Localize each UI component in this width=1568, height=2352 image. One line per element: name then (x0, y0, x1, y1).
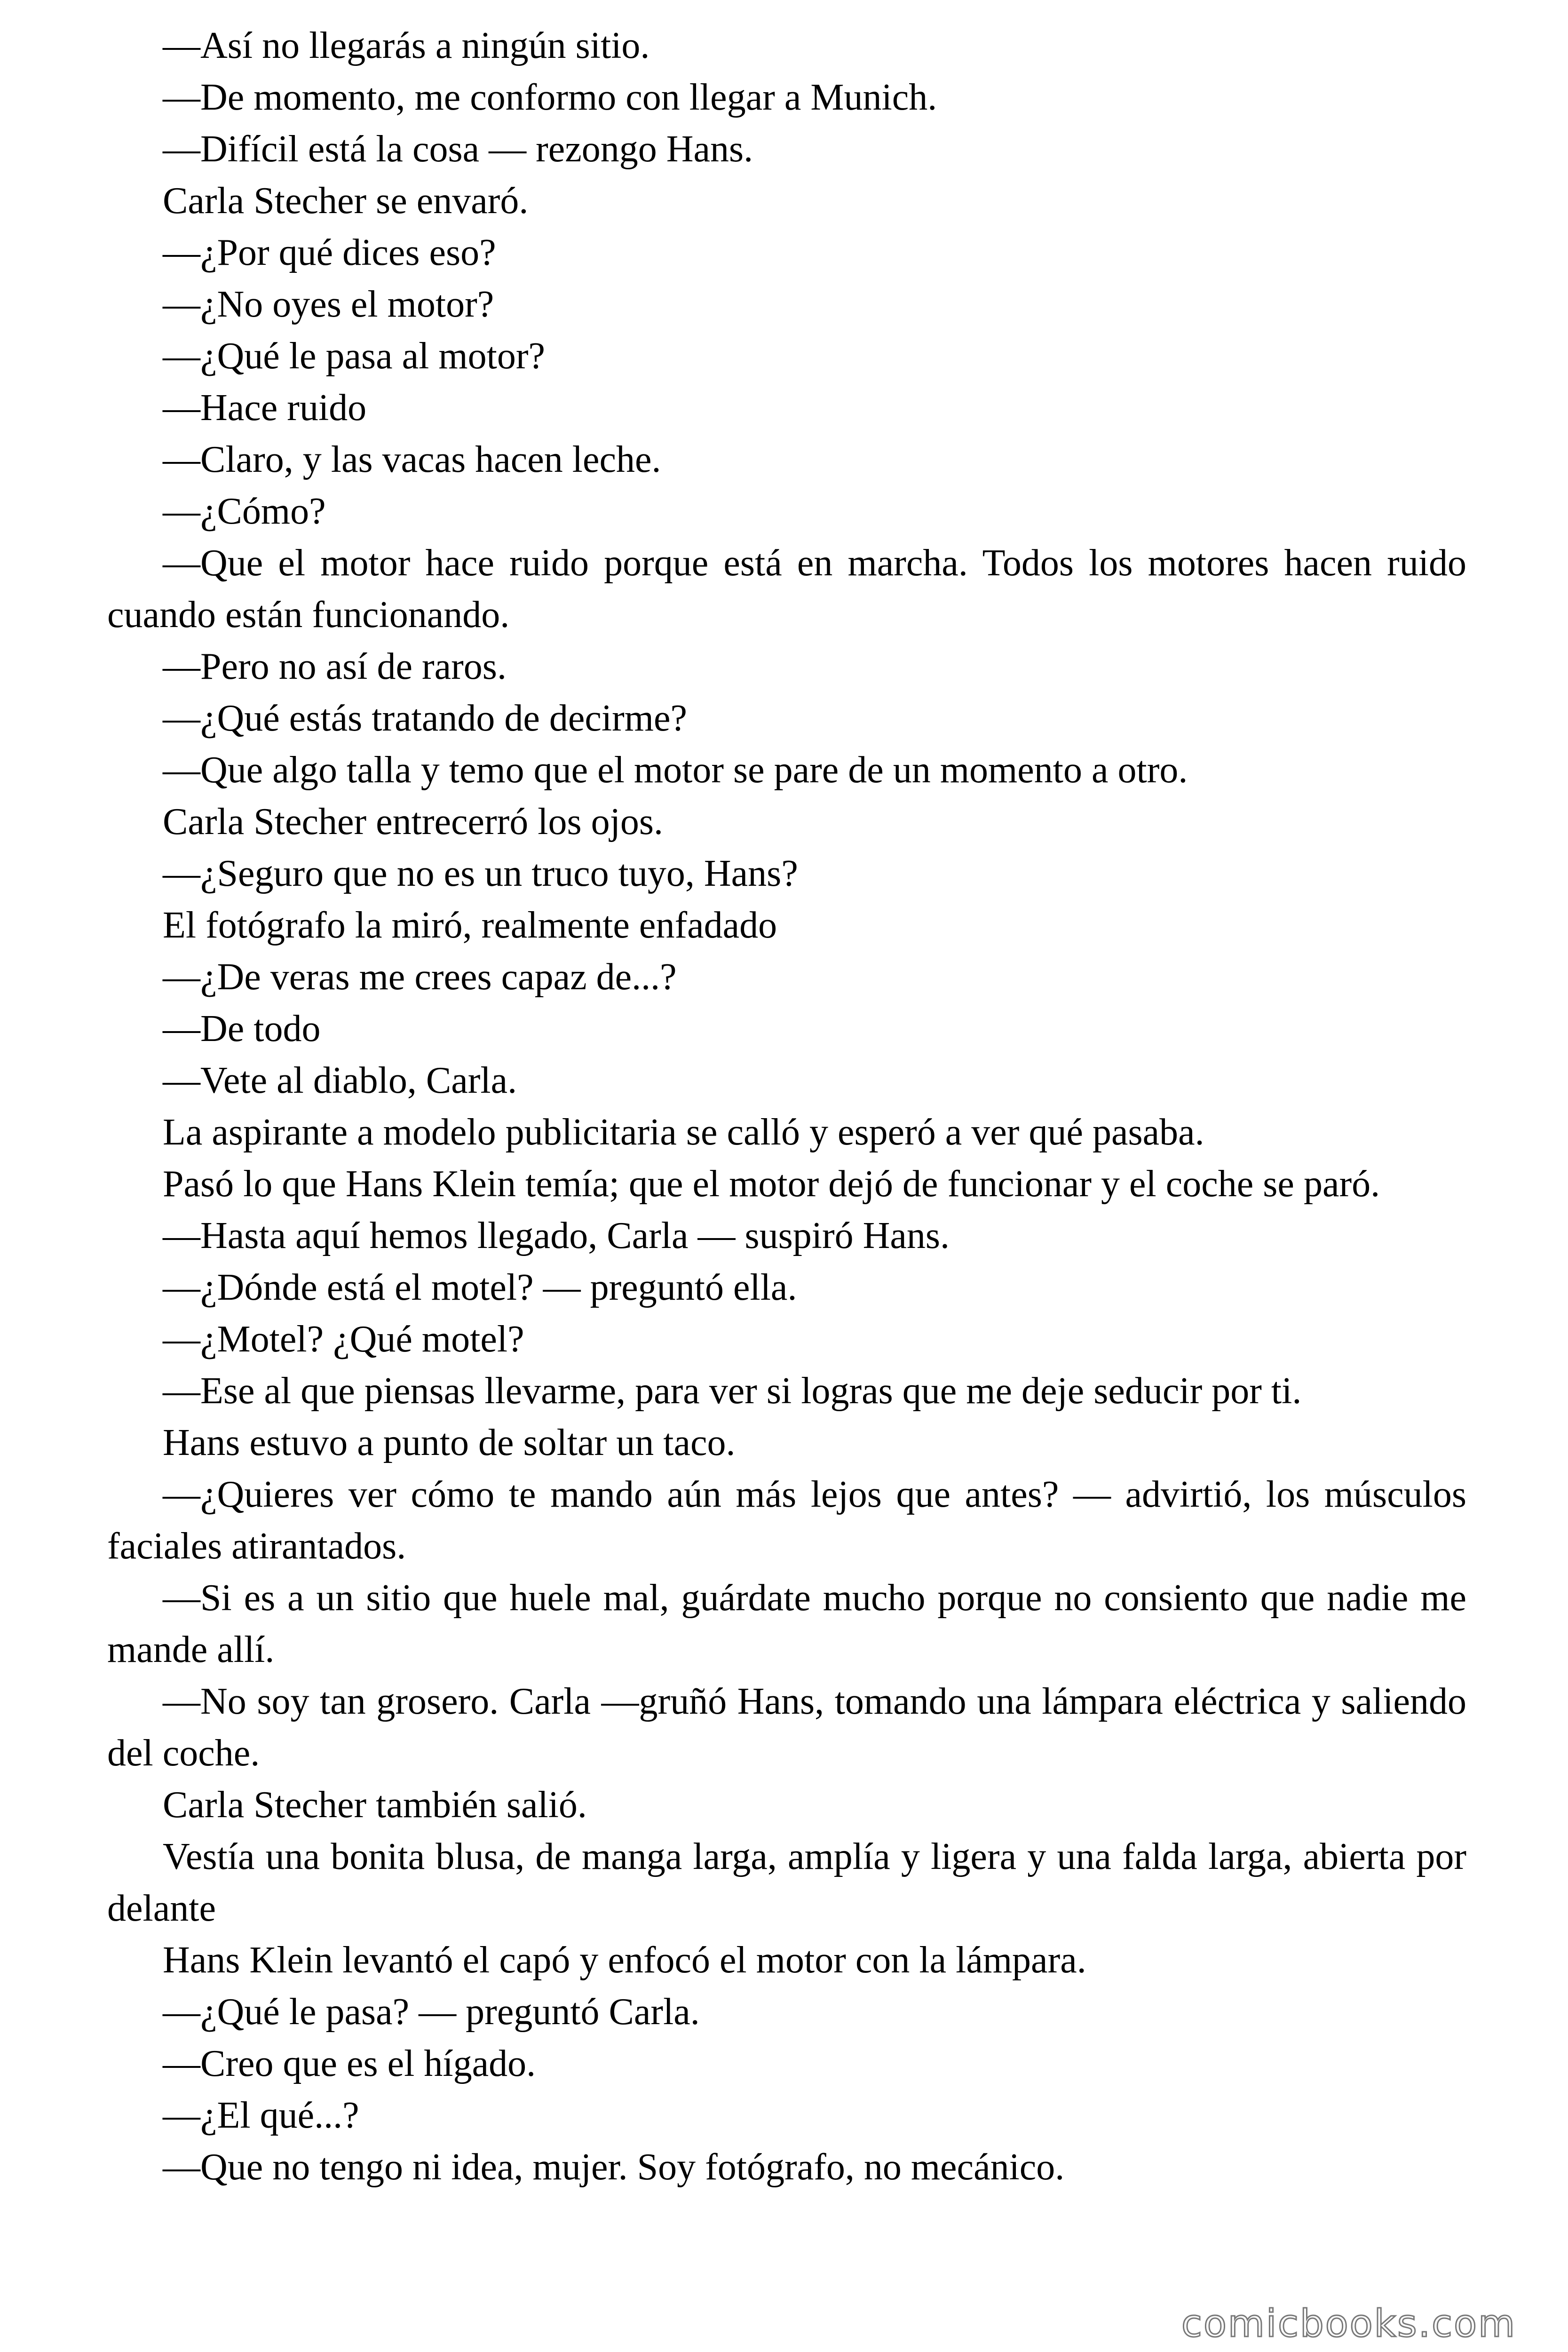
paragraph: La aspirante a modelo publicitaria se calló y esperó a ver qué pasaba. (163, 1112, 1204, 1153)
paragraph: Carla Stecher también salió. (163, 1784, 587, 1826)
paragraph: —Claro, y las vacas hacen leche. (163, 439, 661, 480)
paragraph: Vestía una bonita blusa, de manga larga, amplía y ligera y una falda larga, abierta por delante (107, 1836, 1466, 1929)
paragraph: —Vete al diablo, Carla. (163, 1060, 517, 1101)
paragraph: —Hasta aquí hemos llegado, Carla — suspiró Hans. (163, 1215, 950, 1256)
watermark: comicbooks.com (1181, 2302, 1516, 2345)
paragraph: Carla Stecher se envaró. (163, 180, 529, 222)
paragraph: —¿Motel? ¿Qué motel? (163, 1319, 524, 1360)
paragraph: —Creo que es el hígado. (163, 2043, 536, 2084)
paragraph: —Si es a un sitio que huele mal, guárdate mucho porque no consiento que nadie me mande allí. (107, 1577, 1466, 1670)
paragraph: —Que no tengo ni idea, mujer. Soy fotógrafo, no mecánico. (163, 2146, 1065, 2188)
paragraph: —¿Dónde está el motel? — preguntó ella. (163, 1267, 797, 1308)
paragraph: —Difícil está la cosa — rezongo Hans. (163, 128, 753, 170)
paragraph: —¿No oyes el motor? (163, 284, 494, 325)
paragraph: —Así no llegarás a ningún sitio. (163, 25, 650, 66)
paragraph: Carla Stecher entrecerró los ojos. (163, 801, 664, 842)
paragraph: Hans Klein levantó el capó y enfocó el motor con la lámpara. (163, 1939, 1086, 1981)
paragraph: Pasó lo que Hans Klein temía; que el motor dejó de funcionar y el coche se paró. (163, 1163, 1380, 1205)
paragraph: Hans estuvo a punto de soltar un taco. (163, 1422, 736, 1463)
paragraph: —¿Qué estás tratando de decirme? (163, 698, 688, 739)
paragraph: —¿Quieres ver cómo te mando aún más lejos que antes? — advirtió, los músculos faciales atirantados. (107, 1474, 1466, 1567)
paragraph: —¿Por qué dices eso? (163, 232, 496, 273)
paragraph: El fotógrafo la miró, realmente enfadado (163, 905, 777, 946)
paragraph: —No soy tan grosero. Carla —gruñó Hans, tomando una lámpara eléctrica y saliendo del coche. (107, 1681, 1466, 1774)
paragraph: —Hace ruido (163, 387, 367, 429)
paragraph: —Que algo talla y temo que el motor se pare de un momento a otro. (163, 749, 1188, 791)
paragraph: —Pero no así de raros. (163, 646, 507, 687)
paragraph: —De todo (163, 1008, 321, 1049)
paragraph: —Que el motor hace ruido porque está en marcha. Todos los motores hacen ruido cuando están funcionando. (107, 542, 1466, 636)
book-page-text (107, 20, 1466, 2193)
paragraph: —¿Qué le pasa? — preguntó Carla. (163, 1991, 700, 2033)
paragraph: —¿Seguro que no es un truco tuyo, Hans? (163, 853, 798, 894)
paragraph: —¿De veras me crees capaz de...? (163, 956, 677, 998)
paragraph: —¿Qué le pasa al motor? (163, 335, 546, 377)
paragraph: —¿Cómo? (163, 491, 326, 532)
paragraph: —¿El qué...? (163, 2095, 359, 2136)
paragraph: —De momento, me conformo con llegar a Munich. (163, 77, 937, 118)
paragraph: —Ese al que piensas llevarme, para ver si logras que me deje seducir por ti. (163, 1370, 1302, 1412)
